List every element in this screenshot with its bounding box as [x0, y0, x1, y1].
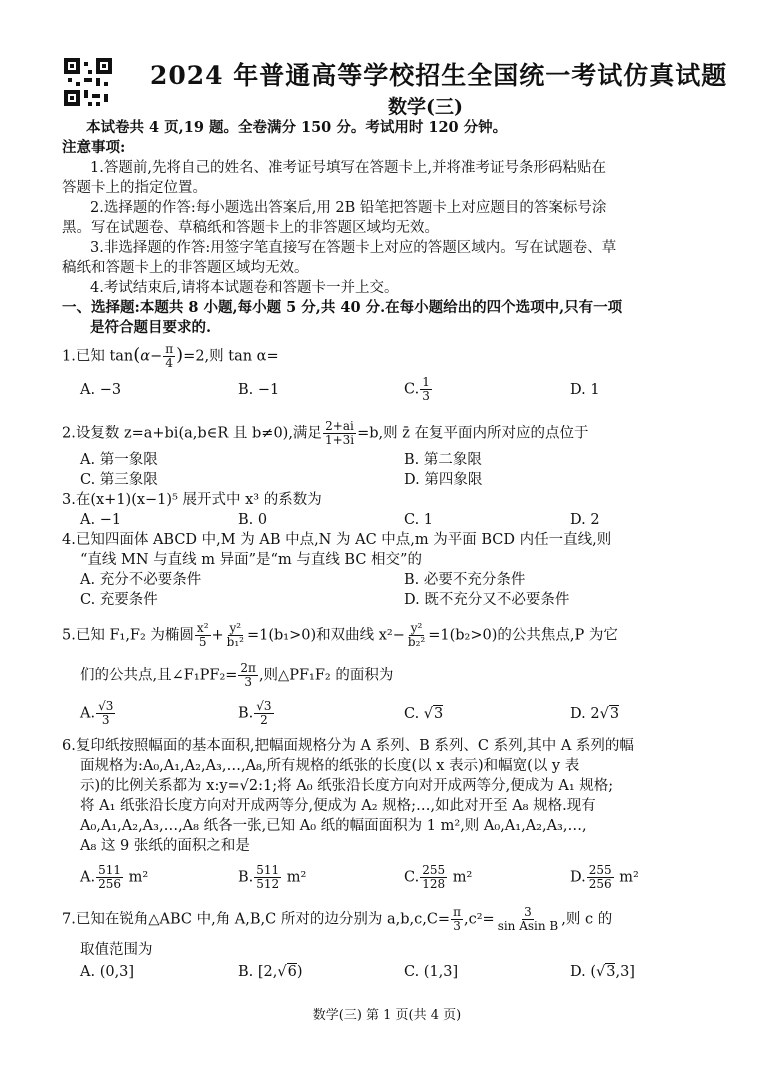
question-6-cont: 面规格为:A₀,A₁,A₂,A₃,…,A₈,所有规格的纸张的长度(以 x 表示)和幅宽(以 y 表 [80, 758, 580, 774]
option-a: A. $\frac{511}{256}$ m² [80, 863, 149, 891]
option-a: A. $\frac{√3}{3}$ [80, 699, 114, 727]
option-c: C. 第三象限 [80, 472, 158, 488]
option-d: D. (√3,3] [570, 964, 635, 980]
page-title: 2024 年普通高等学校招生全国统一考试仿真试题 [150, 61, 728, 90]
question-6-cont: 示)的比例关系都为 x:y=√2:1;将 A₀ 纸张沿长度方向对开成两等分,便成为 A₁ 规格; [80, 778, 614, 794]
notice-heading: 注意事项: [62, 139, 126, 156]
option-a: A. −1 [80, 512, 122, 528]
option-c: C. √3 [404, 706, 444, 722]
question-5-cont: 们的公共点,且∠F₁PF₂= $\frac{2\pi}{3}$ ,则△PF₁F₂ 的面积为 [80, 661, 394, 689]
option-a: A. 充分不必要条件 [80, 572, 202, 588]
question-6-cont: 将 A₁ 纸张沿长度方向对开成两等分,便成为 A₂ 规格;…,如此对开至 A₈ 规格.现有 [80, 798, 596, 814]
page-footer: 数学(三) 第 1 页(共 4 页) [312, 1008, 462, 1023]
option-b: B. [2,√6) [238, 964, 303, 980]
note-line: 4.考试结束后,请将本试题卷和答题卡一并上交。 [90, 280, 399, 296]
section-heading-cont: 是符合题目要求的. [90, 319, 212, 336]
option-d: D. 2 [570, 512, 600, 528]
option-c: C. (1,3] [404, 964, 459, 980]
question-7: 7.已知在锐角△ABC 中,角 A,B,C 所对的边分别为 a,b,c,C= $\frac{\pi}{3}$ ,c²= $\frac{3}{\text{sin Asin B}}$ ,则 c 的 [62, 905, 613, 933]
note-line: 2.选择题的作答:每小题选出答案后,用 2B 铅笔把答题卡上对应题目的答案标号涂 [90, 200, 607, 216]
qr-code [64, 58, 112, 106]
option-c: C. 充要条件 [80, 592, 158, 608]
option-b: B. $\frac{√3}{2}$ [238, 699, 272, 727]
question-5: 5.已知 F₁,F₂ 为椭圆 $\frac{\text{x²}}{5}$ + $\frac{\text{y²}}{\text{b₁²}}$ =1(b₁>0)和双曲线 x²− $\frac{\text{y²}}{\text{b₂²}}$ =1(b₂>0)的公共焦点,P 为它 [62, 621, 618, 649]
note-line: 答题卡上的指定位置。 [62, 180, 207, 196]
option-b: B. −1 [238, 382, 280, 398]
question-1: 1.已知 tan(α− $\frac{\pi}{4}$ )=2,则 tan α= [62, 342, 279, 370]
option-c: C. $\frac{1}{3}$ [404, 375, 430, 403]
option-d: D. 既不充分又不必要条件 [404, 592, 570, 608]
note-line: 稿纸和答题卡上的非答题区域均无效。 [62, 260, 309, 276]
option-d: D. 2√3 [570, 706, 620, 722]
option-c: C. 1 [404, 512, 434, 528]
exam-info: 本试卷共 4 页,19 题。全卷满分 150 分。考试用时 120 分钟。 [86, 119, 508, 136]
option-d: D. $\frac{255}{256}$ m² [570, 863, 639, 891]
note-line: 1.答题前,先将自己的姓名、准考证号填写在答题卡上,并将准考证号条形码粘贴在 [90, 160, 607, 176]
option-b: B. 必要不充分条件 [404, 572, 526, 588]
question-6-cont: A₈ 这 9 张纸的面积之和是 [80, 838, 250, 854]
question-3: 3.在(x+1)(x−1)⁵ 展开式中 x³ 的系数为 [62, 492, 322, 508]
option-b: B. 0 [238, 512, 268, 528]
question-6-cont: A₀,A₁,A₂,A₃,…,A₈ 纸各一张,已知 A₀ 纸的幅面面积为 1 m²,则 A₀,A₁,A₂,A₃,…, [80, 818, 587, 834]
option-a: A. −3 [80, 382, 122, 398]
option-b: B. $\frac{511}{512}$ m² [238, 863, 307, 891]
option-d: D. 1 [570, 382, 600, 398]
section-heading: 一、选择题:本题共 8 小题,每小题 5 分,共 40 分.在每小题给出的四个选项中,只有一项 [62, 299, 623, 316]
note-line: 黑。写在试题卷、草稿纸和答题卡上的非答题区域均无效。 [62, 220, 439, 236]
note-line: 3.非选择题的作答:用签字笔直接写在答题卡上对应的答题区域内。写在试题卷、草 [90, 240, 617, 256]
option-c: C. $\frac{255}{128}$ m² [404, 863, 473, 891]
question-7-cont: 取值范围为 [80, 942, 153, 958]
page-subtitle: 数学(三) [388, 96, 463, 118]
question-2: 2.设复数 z=a+bi(a,b∈R 且 b≠0),满足 $\frac{2+ai}{1+3i}$ =b,则 z̄ 在复平面内所对应的点位于 [62, 419, 589, 447]
option-d: D. 第四象限 [404, 472, 483, 488]
option-a: A. 第一象限 [80, 452, 158, 468]
option-a: A. (0,3] [80, 964, 135, 980]
question-4: 4.已知四面体 ABCD 中,M 为 AB 中点,N 为 AC 中点,m 为平面 BCD 内任一直线,则 [62, 532, 612, 548]
question-4-cont: “直线 MN 与直线 m 异面”是“m 与直线 BC 相交”的 [80, 552, 422, 568]
option-b: B. 第二象限 [404, 452, 482, 468]
question-6: 6.复印纸按照幅面的基本面积,把幅面规格分为 A 系列、B 系列、C 系列,其中 A 系列的幅 [62, 738, 634, 754]
